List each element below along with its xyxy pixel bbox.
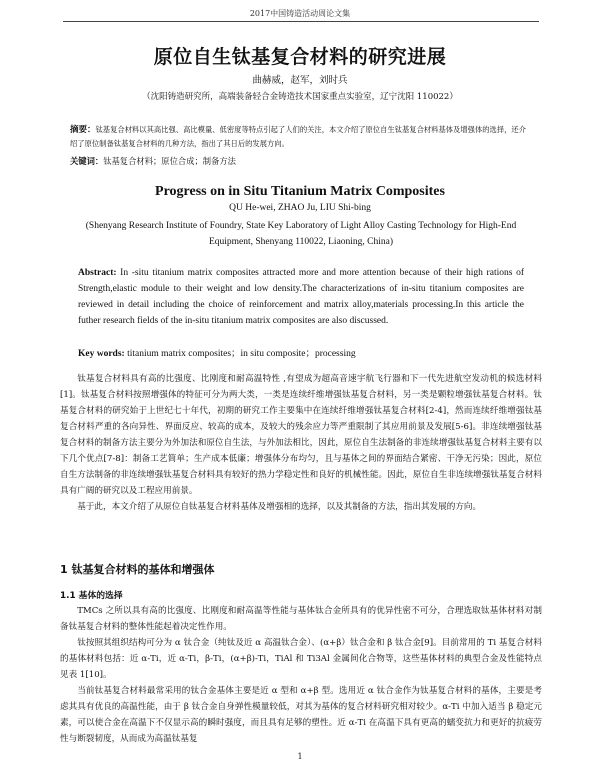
intro-paragraph-1: 钛基复合材料具有高的比强度、比刚度和耐高温特性 ,有望成为超高音速宇航飞行器和下一代先进航空发动机的候选材料[1]。钛基复合材料按照增强体的特征可分为两大类，一类是连续纤维增强钛基复合材料，另一类是颗粒增强钛基复合材料。钛基复合材料的研究始于上世纪七十年代，初期的研究工作主要集中在连续纤维增强钛基复合材料[2-4]，然而连续纤维增强钛基复合材料严重的各向异性、界面反应、较高的成本，及较大的残余应力等严重限制了其应用前景及发展[5-6]。非连续增强钛基复合材料的制备方法主要分为外加法和原位自生法，与外加法相比，因此，原位自生法制备的非连续增强钛基复合材料主要有以下几个优点[7-8]：制备工艺简单；生产成本低廉；增强体分布均匀，且与基体之间的界面结合紧密、干净无污染；因此，原位自生方法制备的非连续增强钛基复合材料具有较好的热力学稳定性和良好的机械性能。因此，原位自生非连续增强钛基复合材料具有广阔的研究以及工程应用前景。 [60,374,542,496]
keywords-english [78,345,524,359]
abstract-chinese-text: 钛基复合材料以其高比强、高比模量、低密度等特点引起了人们的关注，本文介绍了原位自生钛基复合材料基体及增强体的选择，还介绍了原位制备钛基复合材料的几种方法，指出了其日后的发展方向。 [70,125,527,148]
authors-english: QU He-wei, ZHAO Ju, LIU Shi-bing [229,203,371,213]
running-head: 2017中国铸造活动周论文集 [249,9,351,18]
page-number: 1 [297,752,303,761]
subsection-1-1-heading: 1.1 基体的选择 [60,591,123,601]
section-1-1-body [60,603,542,747]
abstract-english-text: In -situ titanium matrix composites attracted more and more attention because of their high rations of Strength,elastic module to their weight and low density.The characterizations of in-situ titanium composites are reviewed in detail including the choice of reinforcement and matrix alloy,materials processing.In this article the futher research fields of the in-situ titanium matrix composites are also discussed. [78,268,524,326]
affiliation-english: (Shenyang Research Institute of Foundry, State Key Laboratory of Light Alloy Casting Technology for High-End Equipment, Shenyang 110022, Liaoning, China) [85,221,517,247]
header-rule [63,21,539,22]
s11-paragraph-2: 钛按照其组织结构可分为 α 钛合金（纯钛及近 α 高温钛合金）、(α+β）钛合金和 β 钛合金[9]。目前常用的 Ti 基复合材料的基体材料包括：近 α-Ti，近 α-Ti，β-Ti，(α+β)-Ti，TiAl 和 Ti3Al 金属间化合物等，这些基体材料的典型合金及性能特点见表 1[10]。 [60,638,542,680]
section-1-heading: 1 钛基复合材料的基体和增强体 [60,563,215,576]
keywords-chinese-label: 关键词： [70,156,104,166]
keywords-chinese [70,155,532,167]
intro-paragraph-2: 基于此，本文介绍了从原位自钛基复合材料基体及增强相的选择，以及其制备的方法，指出其发展的方向。 [77,502,482,512]
title-chinese: 原位自生钛基复合材料的研究进展 [153,46,447,68]
s11-paragraph-3: 当前钛基复合材料最常采用的钛合金基体主要是近 α 型和 α+β 型。选用近 α 钛合金作为钛基复合材料的基体，主要是考虑其具有优良的高温性能，由于 β 钛合金自身弹性模量较低，对其为基体的复合材料研究相对较少。α-Ti 中加入适当 β 稳定元素，可以使合金在高温下不仅显示高的瞬时强度，而且具有足够的塑性。近 α-Ti 在高温下具有更高的蠕变抗力和更好的抗疲劳性与断裂韧度，从而成为高温钛基复 [60,686,542,744]
introduction [60,371,542,515]
keywords-chinese-text: 钛基复合材料；原位合成；制备方法 [103,156,236,166]
title-english: Progress on in Situ Titanium Matrix Composites [155,184,445,199]
authors-chinese: 曲赫威，赵军，刘时兵 [252,75,348,86]
abstract-chinese [70,123,532,151]
keywords-english-label: Key words: [78,349,125,359]
abstract-chinese-label: 摘要： [70,125,96,135]
keywords-english-text: titanium matrix composites；in situ composite；processing [124,349,356,359]
abstract-english-label: Abstract: [78,268,117,278]
s11-paragraph-1: TMCs 之所以具有高的比强度、比刚度和耐高温等性能与基体钛合金所具有的优异性密不可分，合理选取钛基体材料对制备钛基复合材料的整体性能起着决定性作用。 [60,606,542,632]
affiliation-chinese: （沈阳铸造研究所，高端装备轻合金铸造技术国家重点实验室，辽宁沈阳 110022） [142,92,458,102]
abstract-english [78,265,524,329]
